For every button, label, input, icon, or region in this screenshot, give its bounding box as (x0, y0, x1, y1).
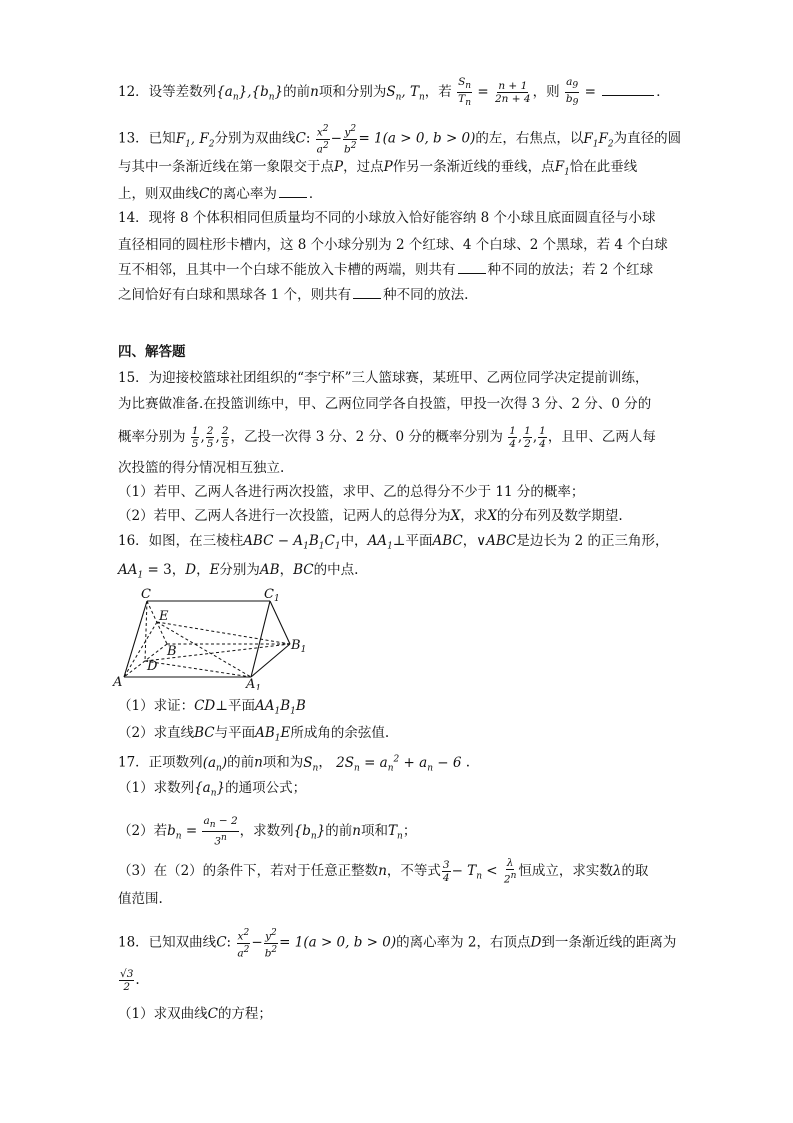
q15-line1: 15．为迎接校篮球社团组织的“李宁杯”三人篮球赛，某班甲、乙两位同学决定提前训练， (118, 370, 649, 386)
q18-part1: （1）求双曲线C的方程； (118, 1006, 272, 1022)
prism-figure (110, 585, 320, 690)
q12-answer-blank[interactable] (602, 83, 654, 96)
q15-part1: （1）若甲、乙两人各进行两次投篮，求甲、乙的总得分不少于 11 分的概率； (118, 484, 585, 500)
q18-line2: $\frac{√3}{2}$ . (120, 968, 140, 993)
q14-answer-blank-1[interactable] (458, 261, 486, 274)
q12-frac-n: $\frac{n + 1}{2n + 4}$ (494, 80, 531, 106)
q17-part1: （1）求数列$\{a_n\}$的通项公式； (118, 780, 307, 799)
section-heading: 四、解答题 (118, 344, 186, 360)
q12-text-e: ，则 (532, 84, 560, 101)
label-C1: $C_1$ (264, 587, 280, 604)
q17-line1: 17．正项数列$(a_n)$的前n项和为$S_n$， $2S_n = a_n^2 + a_n - 6$ . (118, 754, 471, 774)
q14-line1: 14．现将 8 个体积相同但质量均不同的小球放入恰好能容纳 8 个小球且底面圆直径与小球 (118, 210, 656, 226)
q13-answer-blank[interactable] (279, 185, 307, 198)
label-B1: $B_1$ (291, 638, 307, 655)
label-E: E (159, 609, 169, 624)
label-D: D (147, 659, 158, 674)
q15-line2: 为比赛做准备.在投篮训练中，甲、乙两位同学各自投篮，甲投一次得 3 分、2 分、0 分的 (118, 396, 652, 412)
q12-text-a: 12．设等差数列 (118, 84, 217, 101)
label-A: A (113, 675, 123, 690)
q14-line2: 直径相同的圆柱形卡槽内，这 8 个小球分别为 2 个红球、4 个白球、2 个黑球，若 4 个白球 (118, 237, 668, 253)
q16-part2: （2）求直线BC与平面$AB_1E$所成角的余弦值. (118, 725, 390, 744)
q17-part3: （3）在（2）的条件下，若对于任意正整数n，不等式 $\frac{3}{4}$ − $T_n$ < $\frac{\lambda}{2^n}$ 恒成立，求实数λ的取 (118, 857, 649, 886)
label-A1: $A_1$ (246, 677, 262, 690)
q17-part3-cont: 值范围. (118, 891, 163, 907)
q14-line3: 互不相邻，且其中一个白球不能放入卡槽的两端，则共有 种不同的放法；若 2 个红球 (118, 262, 654, 278)
q13-line3: 上，则双曲线C的离心率为 ． (118, 186, 323, 202)
label-C: C (141, 587, 151, 602)
q12-text-d: ，若 (424, 84, 452, 101)
q12-line: 12．设等差数列$\{a_n\},\{b_n\}$的前n项和分别为$S_n$, $T_n$，若 $\frac{S_n}{T_n}$ = $\frac{n + 1}{2n + 4}$ ，则 $\frac{a_9}{b_9}$ = ． (118, 76, 670, 109)
q16-line1: 16．如图，在三棱柱ABC − $A_1B_1C_1$中，$AA_1\perp$平面ABC，∨ABC是边长为 2 的正三角形， (118, 533, 669, 552)
q17-part2: （2）若$b_n$ = $\frac{a_n - 2}{3^n}$ ，求数列$\{b_n\}$的前n项和$T_n$； (118, 815, 417, 848)
q16-part1: （1）求证：CD⊥平面$AA_1B_1B$ (118, 698, 306, 717)
q14-line4: 之间恰好有白球和黑球各 1 个，则共有 种不同的放法. (118, 287, 469, 303)
q12-frac-st: $\frac{S_n}{T_n}$ (458, 76, 472, 109)
q13-line1: 13．已知$F_1$, $F_2$分别为双曲线C: $\frac{x^2}{a^2}$ − $\frac{y^2}{b^2}$ = 1(a > 0, b > 0)的左，右焦点，以$F_1F_2$为直径的圆 (118, 124, 682, 155)
q14-answer-blank-2[interactable] (353, 286, 381, 299)
q12-text-b: 的前 (283, 84, 311, 101)
q15-line4: 次投篮的得分情况相互独立. (118, 460, 285, 476)
q12-frac-ab: $\frac{a_9}{b_9}$ (565, 76, 579, 109)
q18-line1: 18．已知双曲线C: $\frac{x^2}{a^2}$ − $\frac{y^2}{b^2}$ = 1(a > 0, b > 0)的离心率为 2，右顶点D到一条渐近线的距离为 (118, 928, 677, 959)
q12-text-c: 项和分别为 (318, 84, 387, 101)
q18-sqrt3-over-2: $\frac{√3}{2}$ (120, 968, 134, 993)
q13-line2: 与其中一条渐近线在第一象限交于点P，过点P作另一条渐近线的垂线，点$F_1$恰在此垂线 (118, 159, 638, 178)
q15-line3: 概率分别为 $\frac{1}{5}$ , $\frac{2}{5}$ , $\frac{2}{5}$ ，乙投一次得 3 分、2 分、0 分的概率分别为 $\frac{1}{4}$ , $\frac{1}{2}$ , $\frac{1}{4}$ ，且甲、乙两人每 (118, 425, 656, 450)
q15-part2: （2）若甲、乙两人各进行一次投篮，记两人的总得分为X，求X的分布列及数学期望. (118, 508, 623, 524)
q16-line2: $AA_1 = 3$，D，E分别为AB，BC的中点. (118, 562, 359, 581)
label-B: B (167, 644, 177, 659)
